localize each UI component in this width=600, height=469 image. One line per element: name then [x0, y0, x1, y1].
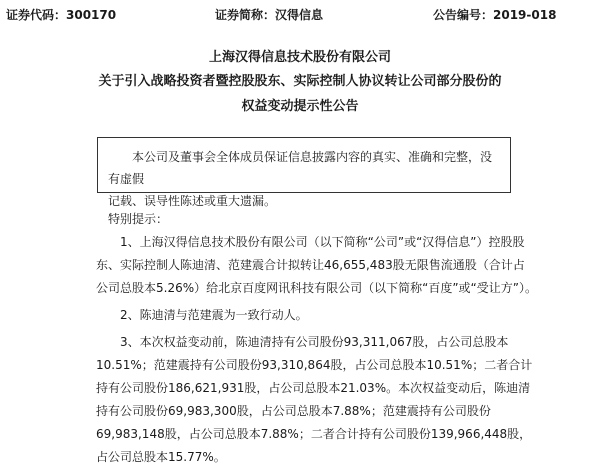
guarantee-text-line: 本公司及董事会全体成员保证信息披露内容的真实、准确和完整，没有虚假 — [108, 150, 493, 186]
body-line: 公司总股本5.26%）给北京百度网讯科技有限公司（以下简称“百度”或“受让方”）。 — [96, 281, 537, 295]
body-line: 持有公司股份69,983,300股，占公司总股本7.88%；范建震持有公司股份 — [96, 404, 491, 418]
body-line: 2、陈迪清与范建震为一致行动人。 — [120, 308, 308, 322]
announcement-number: 公告编号：2019-018 — [433, 8, 557, 22]
body-line: 持有公司股份186,621,931股，占公司总股本21.03%。本次权益变动后，陈迪清 — [96, 381, 531, 395]
disclosure-guarantee-box — [97, 137, 511, 208]
guarantee-text-line: 记载、误导性陈述或重大遗漏。 — [108, 194, 277, 208]
body-line: 10.51%；范建震持有公司股份93,310,864股，占公司总股本10.51%；二者合计 — [96, 358, 533, 372]
announcement-body — [96, 208, 537, 469]
body-line: 69,983,148股，占公司总股本7.88%；二者合计持有公司股份139,966,448股， — [96, 427, 532, 441]
securities-code: 证券代码：300170 — [6, 8, 117, 22]
securities-abbreviation: 证券简称：汉得信息 — [215, 8, 324, 22]
body-line: 占公司总股本15.77%。 — [96, 450, 226, 464]
body-line: 1、上海汉得信息技术股份有限公司（以下简称“公司”或“汉得信息”）控股股 — [120, 235, 525, 249]
announcement-title-line: 关于引入战略投资者暨控股股东、实际控制人协议转让公司部分股份的 — [98, 74, 502, 89]
announcement-title-subline: 权益变动提示性公告 — [241, 99, 359, 114]
company-name-title: 上海汉得信息技术股份有限公司 — [208, 50, 391, 65]
announcement-header — [0, 2, 600, 24]
special-notice-heading: 特别提示： — [108, 212, 169, 226]
body-line: 3、本次权益变动前，陈迪清持有公司股份93,311,067股，占公司总股本 — [120, 335, 509, 349]
body-line: 东、实际控制人陈迪清、范建震合计拟转让46,655,483股无限售流通股（合计占 — [96, 258, 525, 272]
